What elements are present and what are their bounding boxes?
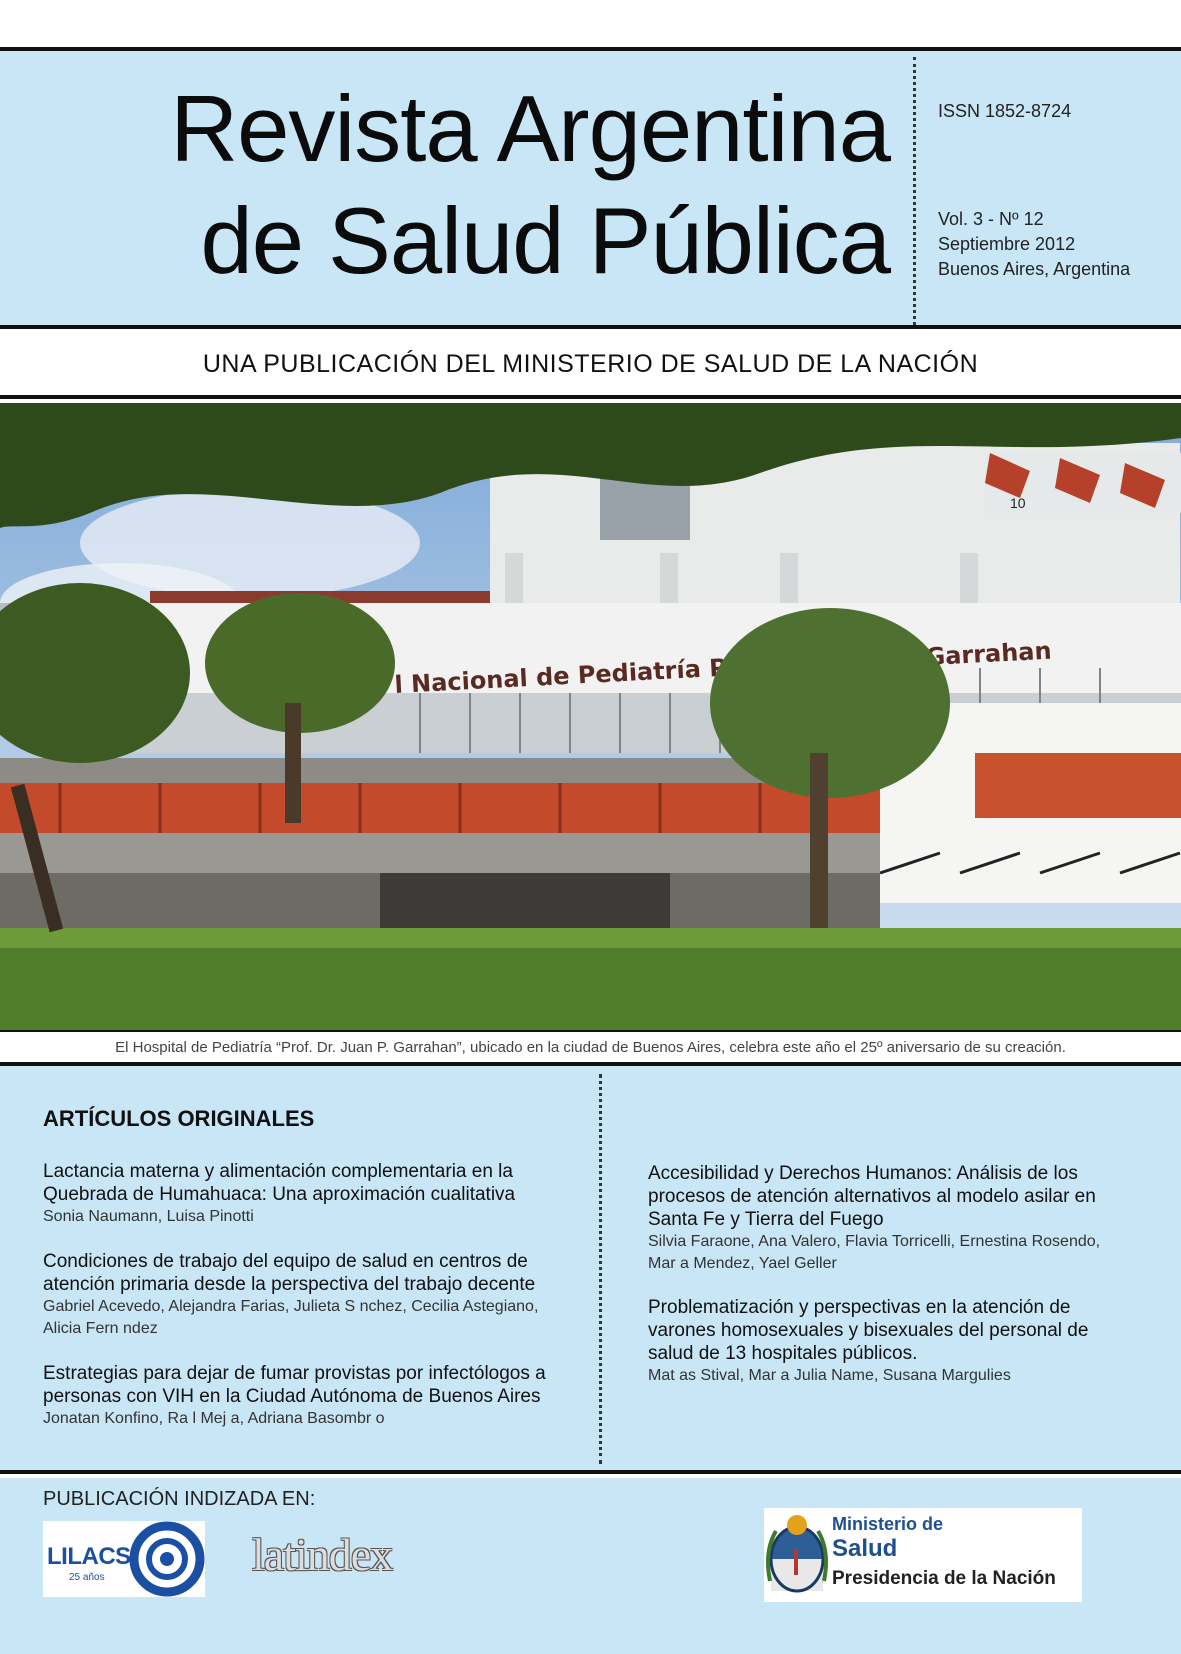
tree-trunk <box>285 703 301 823</box>
column-divider <box>599 1074 602 1464</box>
tree-canopy <box>710 608 950 798</box>
volume-number: Vol. 3 - Nº 12 <box>938 209 1044 229</box>
issn: ISSN 1852-8724 <box>938 101 1072 121</box>
caption-band <box>0 1030 1181 1066</box>
latindex-logo: latindex <box>252 1529 393 1580</box>
article-title: Estrategias para dejar de fumar provistas por infectólogos a personas con VIH en la Ciudad Autónoma de Buenos Aires <box>43 1363 546 1407</box>
walkway-slab <box>0 833 880 873</box>
article-item[interactable] <box>648 1162 1126 1275</box>
issue-place: Buenos Aires, Argentina <box>938 259 1131 279</box>
article-title: Condiciones de trabajo del equipo de salud en centros de atención primaria desde la perspectiva del trabajo decente <box>43 1251 536 1295</box>
entrance-shadow <box>380 873 670 933</box>
indexed-label: PUBLICACIÓN INDIZADA EN: <box>43 1488 316 1510</box>
article-authors: Gabriel Acevedo, Alejandra Farias, Julieta S nchez, Cecilia Astegiano, Alicia Fern ndez <box>43 1298 539 1337</box>
journal-title <box>100 73 890 297</box>
hospital-photo <box>0 403 1181 1030</box>
lilacs-sub: 25 años <box>69 1572 105 1583</box>
ministry-line-1: Ministerio de <box>832 1514 944 1534</box>
section-title: ARTÍCULOS ORIGINALES <box>43 1106 315 1131</box>
article-item[interactable] <box>43 1362 563 1430</box>
lilacs-name: LILACS <box>47 1543 131 1570</box>
title-line-2: de Salud Pública <box>200 188 890 293</box>
title-line-1: Revista Argentina <box>170 76 890 181</box>
lilacs-swirl-icon <box>129 1521 205 1597</box>
lawn-highlight <box>0 928 1181 948</box>
article-title: Problematización y perspectivas en la atención de varones homosexuales y bisexuales del personal de salud de 13 hospitales públicos. <box>648 1297 1089 1364</box>
article-item[interactable] <box>43 1250 573 1340</box>
article-item[interactable] <box>648 1296 1126 1387</box>
ministry-logo <box>764 1508 1082 1602</box>
article-title: Lactancia materna y alimentación complementaria en la Quebrada de Humahuaca: Una aproximación cualitativa <box>43 1161 516 1205</box>
orange-railing <box>975 753 1181 818</box>
national-shield-icon <box>766 1511 828 1599</box>
article-authors: Silvia Faraone, Ana Valero, Flavia Torricelli, Ernestina Rosendo, Mar a Mendez, Yael Geller <box>648 1233 1101 1272</box>
issue-date: Septiembre 2012 <box>938 234 1076 254</box>
tree-trunk <box>810 753 828 928</box>
articles-section <box>0 1066 1181 1474</box>
building-number: 10 <box>1010 495 1026 511</box>
article-item[interactable] <box>43 1160 563 1228</box>
ministry-line-2: Salud <box>832 1535 898 1562</box>
publisher-subtitle: UNA PUBLICACIÓN DEL MINISTERIO DE SALUD DE LA NACIÓN <box>202 349 979 378</box>
article-authors: Sonia Naumann, Luisa Pinotti <box>43 1208 254 1225</box>
cover-footer <box>0 1478 1181 1654</box>
article-title: Accesibilidad y Derechos Humanos: Análisis de los procesos de atención alternativos al modelo asilar en Santa Fe y Tierra del Fuego <box>648 1163 1096 1230</box>
ministry-line-3: Presidencia de la Nación <box>832 1568 1056 1589</box>
photo-caption: El Hospital de Pediatría “Prof. Dr. Juan P. Garrahan”, ubicado en la ciudad de Buenos Aires, celebra este año el 25º aniversario de su creación. <box>115 1038 1066 1056</box>
subtitle-band <box>0 333 1181 399</box>
lilacs-logo <box>43 1521 205 1597</box>
cover-header <box>0 47 1181 329</box>
issue-info <box>938 207 1130 282</box>
article-authors: Mat as Stival, Mar a Julia Name, Susana Margulies <box>648 1367 1011 1384</box>
building-sign: l Nacional de Pediatría Garrahan <box>393 636 1053 699</box>
cover-photo <box>0 403 1181 1030</box>
article-authors: Jonatan Konfino, Ra l Mej a, Adriana Basombr o <box>43 1410 385 1427</box>
walkway-railing <box>0 783 880 833</box>
header-divider <box>913 57 916 325</box>
